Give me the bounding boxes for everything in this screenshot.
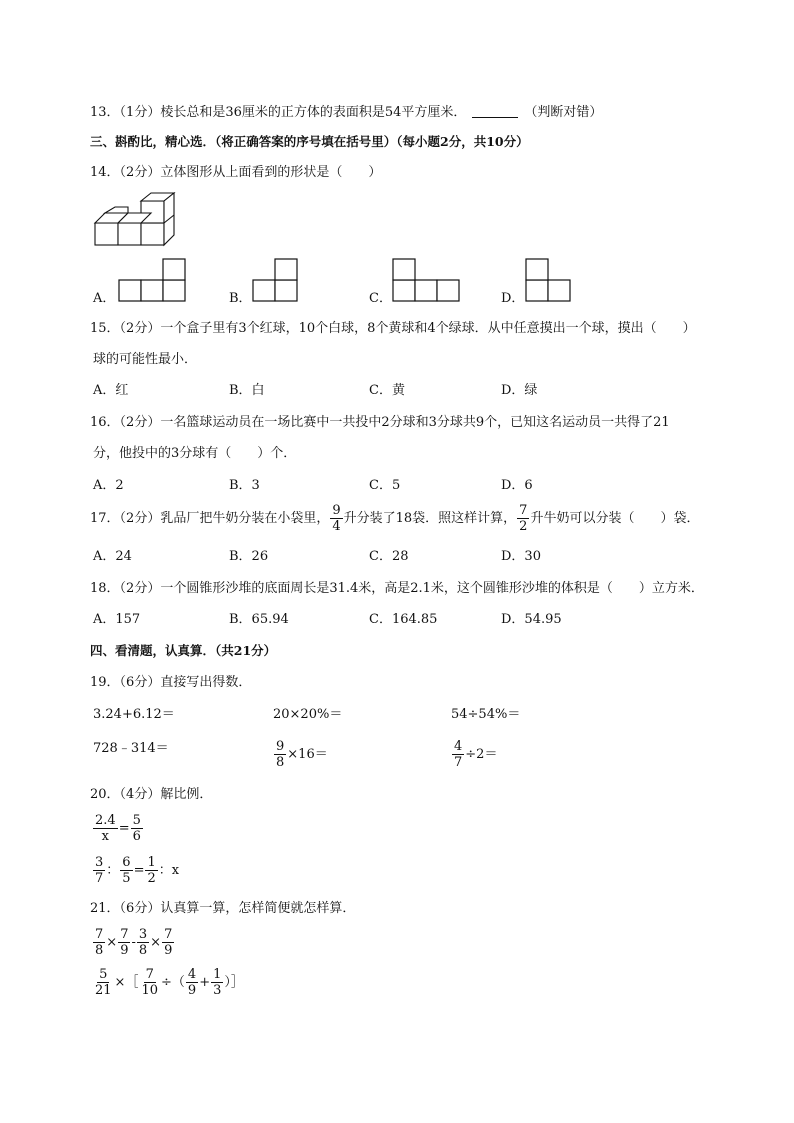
question-21-text: 21．（6分）认真算一算，怎样简便就怎样算． [90, 901, 356, 916]
fraction-7-2: $\frac{7}{2}$ [519, 503, 528, 534]
q20-proportion-2: $\frac{3}{7}$ ： $\frac{6}{5}$ = $\frac{1}{2}$ ：x [95, 855, 180, 886]
q19-expr-1: 3.24+6.12＝ [93, 707, 175, 722]
q17-option-b[interactable]: B．26 [229, 549, 269, 564]
q19-expr-2: 20×20%＝ [273, 707, 343, 722]
q14-option-a-figure[interactable] [118, 257, 188, 303]
question-13-tail: （判断对错） [524, 105, 603, 120]
q17-option-d[interactable]: D．30 [501, 549, 541, 564]
q14-option-c-label[interactable]: C． [369, 291, 392, 306]
question-14-text: 14．（2分）立体图形从上面看到的形状是（ ） [90, 165, 382, 180]
answer-blank[interactable] [472, 103, 518, 118]
q21-expr-1: $\frac{7}{8}$ × $\frac{7}{9}$ - $\frac{3}{8}$ × $\frac{7}{9}$ [95, 927, 173, 958]
fraction-6-5: $\frac{6}{5}$ [122, 855, 131, 886]
fraction-3-7: $\frac{3}{7}$ [95, 855, 104, 886]
question-17-mid: 升分装了18袋．照这样计算， [343, 511, 517, 526]
q19-expr-5: $\frac{9}{8}$ ×16＝ [276, 739, 328, 770]
question-15-line1: 15．（2分）一个盒子里有3个红球，10个白球，8个黄球和4个绿球．从中任意摸出一个球，摸出（ ） [90, 321, 696, 336]
cube-stack-figure [92, 190, 178, 248]
q14-option-b-figure[interactable] [252, 257, 300, 303]
q18-option-d[interactable]: D．54.95 [501, 612, 562, 627]
q14-option-d-label[interactable]: D． [501, 291, 525, 306]
q19-expr-6: $\frac{4}{7}$ ÷2＝ [454, 739, 498, 770]
question-17 [90, 502, 699, 536]
q18-option-c[interactable]: C．164.85 [369, 612, 438, 627]
fraction-4-7: $\frac{4}{7}$ [454, 739, 463, 770]
q15-option-b[interactable]: B．白 [229, 383, 265, 398]
q15-option-c[interactable]: C．黄 [369, 383, 405, 398]
question-18-text: 18．（2分）一个圆锥形沙堆的底面周长是31.4米，高是2.1米，这个圆锥形沙堆的体积是（ ）立方米． [90, 581, 704, 596]
q14-option-b-label[interactable]: B． [229, 291, 252, 306]
fraction-5-6: $\frac{5}{6}$ [132, 813, 141, 844]
question-16-line1: 16．（2分）一名篮球运动员在一场比赛中一共投中2分球和3分球共9个，已知这名运动员一共得了21 [90, 415, 670, 430]
q14-option-d-figure[interactable] [525, 257, 573, 303]
fraction-1-2: $\frac{1}{2}$ [147, 855, 156, 886]
question-17-post: 升牛奶可以分装（ ）袋． [530, 511, 700, 526]
q17-option-c[interactable]: C．28 [369, 549, 409, 564]
question-13-text: 13．（1分）棱长总和是36厘米的正方体的表面积是54平方厘米． [90, 105, 467, 120]
question-15-line2: 球的可能性最小． [93, 352, 198, 367]
fraction-2.4-x: $\frac{2.4}{x}$ [95, 813, 116, 844]
q16-option-b[interactable]: B．3 [229, 478, 260, 493]
q18-option-a[interactable]: A．157 [93, 612, 141, 627]
section-3-title: 三、斟酌比，精心选．（将正确答案的序号填在括号里）（每小题2分，共10分） [90, 134, 529, 149]
q16-option-a[interactable]: A．2 [93, 478, 124, 493]
q21-expr-2: $\frac{5}{21}$ ×［ $\frac{7}{10}$ ÷（ $\frac{4}{9}$ + $\frac{1}{3}$ ）］ [95, 967, 244, 998]
question-19-text: 19．（6分）直接写出得数． [90, 675, 252, 690]
section-4-title: 四、看清题，认真算．（共21分） [90, 643, 277, 658]
q14-option-c-figure[interactable] [392, 257, 462, 303]
q18-option-b[interactable]: B．65.94 [229, 612, 289, 627]
q16-option-c[interactable]: C．5 [369, 478, 401, 493]
q15-option-a[interactable]: A．红 [93, 383, 129, 398]
q14-option-a-label[interactable]: A． [93, 291, 116, 306]
question-17-pre: 17．（2分）乳品厂把牛奶分装在小袋里， [90, 511, 330, 526]
fraction-9-8: $\frac{9}{8}$ [276, 739, 285, 770]
q15-option-d[interactable]: D．绿 [501, 383, 538, 398]
q19-expr-3: 54÷54%＝ [451, 707, 521, 722]
q16-option-d[interactable]: D．6 [501, 478, 533, 493]
question-13 [90, 103, 602, 123]
fraction-9-4: $\frac{9}{4}$ [332, 503, 341, 534]
question-20-text: 20．（4分）解比例． [90, 787, 213, 802]
question-16-line2: 分，他投中的3分球有（ ）个． [93, 446, 297, 461]
q20-proportion-1: $\frac{2.4}{x}$ = $\frac{5}{6}$ [95, 813, 141, 844]
q19-expr-4: 728﹣314＝ [93, 741, 169, 756]
q17-option-a[interactable]: A．24 [93, 549, 132, 564]
